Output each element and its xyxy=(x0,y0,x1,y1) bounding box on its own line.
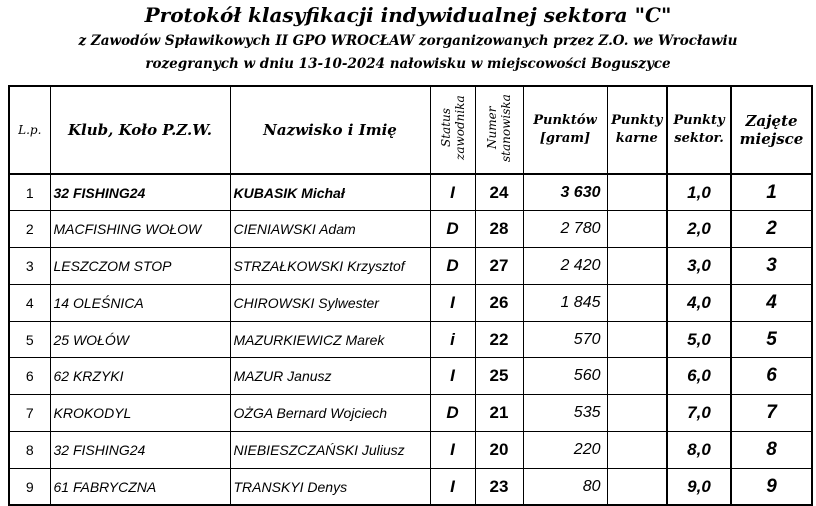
cell-sector: 1,0 xyxy=(667,174,731,211)
document-title: Protokół klasyfikacji indywidualnej sektora "C" xyxy=(144,3,672,27)
header-sector: Punkty sektor. xyxy=(667,86,731,174)
cell-club: 32 FISHING24 xyxy=(50,432,230,469)
cell-place: 8 xyxy=(731,432,812,469)
cell-stand: 27 xyxy=(475,248,523,285)
table-row xyxy=(9,321,812,358)
cell-points: 3 630 xyxy=(523,174,607,211)
cell-stand: 25 xyxy=(475,358,523,395)
header-club: Klub, Koło P.Z.W. xyxy=(50,86,230,174)
cell-place: 3 xyxy=(731,248,812,285)
cell-lp: 7 xyxy=(9,395,50,432)
cell-status: D xyxy=(430,395,475,432)
cell-club: 14 OLEŚNICA xyxy=(50,284,230,321)
table-row xyxy=(9,395,812,432)
cell-name: MAZURKIEWICZ Marek xyxy=(230,321,430,358)
cell-club: MACFISHING WOŁOW xyxy=(50,211,230,248)
cell-club: KROKODYL xyxy=(50,395,230,432)
header-name: Nazwisko i Imię xyxy=(230,86,430,174)
cell-stand: 28 xyxy=(475,211,523,248)
cell-stand: 21 xyxy=(475,395,523,432)
cell-lp: 9 xyxy=(9,468,50,505)
cell-points: 2 420 xyxy=(523,248,607,285)
header-lp: L.p. xyxy=(9,86,50,174)
header-status xyxy=(430,86,475,174)
cell-stand: 24 xyxy=(475,174,523,211)
cell-lp: 6 xyxy=(9,358,50,395)
cell-club: 32 FISHING24 xyxy=(50,174,230,211)
cell-status: i xyxy=(430,321,475,358)
cell-place: 4 xyxy=(731,284,812,321)
cell-lp: 5 xyxy=(9,321,50,358)
cell-points: 570 xyxy=(523,321,607,358)
table-row xyxy=(9,248,812,285)
cell-penalty xyxy=(607,358,667,395)
cell-club: 62 KRZYKI xyxy=(50,358,230,395)
cell-sector: 2,0 xyxy=(667,211,731,248)
document-subtitle-1: z Zawodów Spławikowych II GPO WROCŁAW zorganizowanych przez Z.O. we Wrocławiu xyxy=(78,33,738,49)
cell-points: 2 780 xyxy=(523,211,607,248)
cell-club: 25 WOŁÓW xyxy=(50,321,230,358)
cell-name: OŻGA Bernard Wojciech xyxy=(230,395,430,432)
header-status-label: Status zawodnika xyxy=(438,95,467,161)
cell-stand: 26 xyxy=(475,284,523,321)
document-subtitle-2: rozegranych w dniu 13-10-2024 nałowisku w miejscowości Boguszyce xyxy=(145,56,671,72)
cell-penalty xyxy=(607,321,667,358)
header-penalty: Punkty karne xyxy=(607,86,667,174)
cell-penalty xyxy=(607,468,667,505)
cell-club: LESZCZOM STOP xyxy=(50,248,230,285)
cell-points: 560 xyxy=(523,358,607,395)
table-row xyxy=(9,468,812,505)
cell-name: KUBASIK Michał xyxy=(230,174,430,211)
cell-club: 61 FABRYCZNA xyxy=(50,468,230,505)
cell-penalty xyxy=(607,211,667,248)
table-row xyxy=(9,358,812,395)
cell-sector: 9,0 xyxy=(667,468,731,505)
table-row xyxy=(9,211,812,248)
cell-place: 6 xyxy=(731,358,812,395)
cell-penalty xyxy=(607,284,667,321)
cell-sector: 5,0 xyxy=(667,321,731,358)
cell-penalty xyxy=(607,248,667,285)
cell-place: 2 xyxy=(731,211,812,248)
cell-place: 9 xyxy=(731,468,812,505)
cell-status: I xyxy=(430,284,475,321)
cell-lp: 4 xyxy=(9,284,50,321)
header-points: Punktów [gram] xyxy=(523,86,607,174)
header-place: Zajęte miejsce xyxy=(731,86,812,174)
cell-status: I xyxy=(430,432,475,469)
table-row xyxy=(9,432,812,469)
header-stand xyxy=(475,86,523,174)
cell-name: MAZUR Janusz xyxy=(230,358,430,395)
cell-penalty xyxy=(607,395,667,432)
cell-status: I xyxy=(430,174,475,211)
cell-stand: 23 xyxy=(475,468,523,505)
cell-lp: 2 xyxy=(9,211,50,248)
cell-sector: 6,0 xyxy=(667,358,731,395)
cell-points: 80 xyxy=(523,468,607,505)
header-stand-label: Numer stanowiska xyxy=(485,94,513,162)
cell-sector: 8,0 xyxy=(667,432,731,469)
cell-place: 7 xyxy=(731,395,812,432)
cell-lp: 3 xyxy=(9,248,50,285)
cell-status: D xyxy=(430,248,475,285)
cell-place: 5 xyxy=(731,321,812,358)
cell-place: 1 xyxy=(731,174,812,211)
cell-name: CHIROWSKI Sylwester xyxy=(230,284,430,321)
cell-name: NIEBIESZCZAŃSKI Juliusz xyxy=(230,432,430,469)
cell-status: D xyxy=(430,211,475,248)
cell-penalty xyxy=(607,432,667,469)
cell-sector: 7,0 xyxy=(667,395,731,432)
cell-status: I xyxy=(430,358,475,395)
cell-sector: 4,0 xyxy=(667,284,731,321)
table-row xyxy=(9,174,812,211)
table-row xyxy=(9,284,812,321)
cell-status: I xyxy=(430,468,475,505)
cell-lp: 1 xyxy=(9,174,50,211)
cell-points: 220 xyxy=(523,432,607,469)
classification-table xyxy=(8,85,813,506)
cell-stand: 22 xyxy=(475,321,523,358)
cell-points: 1 845 xyxy=(523,284,607,321)
cell-name: CIENIAWSKI Adam xyxy=(230,211,430,248)
cell-name: TRANSKYI Denys xyxy=(230,468,430,505)
table-header-row xyxy=(9,86,812,174)
cell-stand: 20 xyxy=(475,432,523,469)
cell-points: 535 xyxy=(523,395,607,432)
cell-name: STRZAŁKOWSKI Krzysztof xyxy=(230,248,430,285)
cell-sector: 3,0 xyxy=(667,248,731,285)
cell-lp: 8 xyxy=(9,432,50,469)
cell-penalty xyxy=(607,174,667,211)
